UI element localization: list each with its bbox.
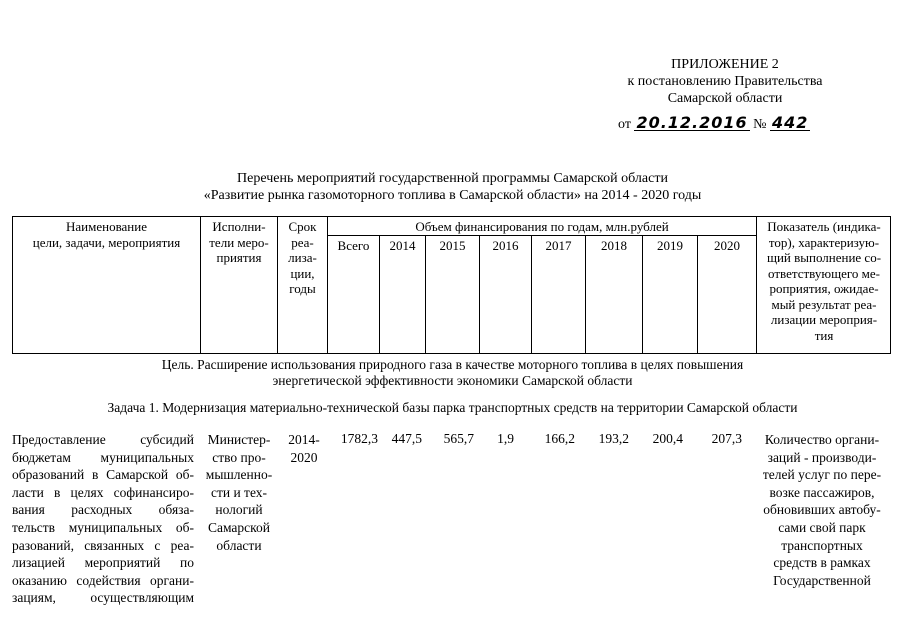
row-executor-line: Самарской <box>207 519 271 535</box>
row-indicator-line: телей услуг по пере- <box>762 467 882 483</box>
header-term <box>278 219 327 297</box>
header-term-line: лиза- <box>288 250 317 265</box>
header-col-2018: 2018 <box>601 238 627 253</box>
document-title <box>0 170 905 204</box>
value-2016: 1,9 <box>497 431 514 446</box>
row-name-line: зациям, осуществляющим <box>12 590 194 606</box>
row-indicator-line: заций - производи- <box>767 449 877 465</box>
row-indicator-line: средств в рамках <box>773 555 871 571</box>
row-term-line: 2020 <box>290 449 318 465</box>
row-executor-line: сти и тех- <box>210 484 268 500</box>
header-term-line: реа- <box>291 234 314 250</box>
number-prefix: № <box>753 117 767 132</box>
row-executor-line: нологий <box>215 502 263 518</box>
value-2018: 193,2 <box>598 431 629 446</box>
row-executor-line: ство про- <box>212 449 266 465</box>
appendix-line-1: к постановлению Правительства <box>627 74 823 89</box>
row-executor-line: Министер- <box>207 432 271 447</box>
appendix-date-number <box>580 115 870 133</box>
task-title: Задача 1. Модернизация материально-технической базы парка транспортных средств на территории Самарской области <box>107 400 798 415</box>
row-indicator-line: Государственной <box>773 572 871 588</box>
header-executor-line: Исполни- <box>212 219 266 234</box>
header-term-line: годы <box>289 281 316 296</box>
row-term-line: 2014- <box>288 432 320 447</box>
value-2015: 565,7 <box>443 431 474 446</box>
header-indicator <box>757 219 891 343</box>
header-col-2017: 2017 <box>545 238 572 253</box>
header-executor-line: тели меро- <box>209 234 269 250</box>
row-name-line: образований в Самарской об- <box>12 467 194 483</box>
header-col-2014: 2014 <box>389 238 416 253</box>
header-indicator-line: щий выполнение со- <box>766 250 882 265</box>
header-indicator-line: Показатель (индика- <box>767 219 881 234</box>
header-indicator-line: тия <box>814 327 834 343</box>
appendix-title: ПРИЛОЖЕНИЕ 2 <box>671 57 779 72</box>
row-name-line: тельств муниципальных об- <box>12 519 194 535</box>
header-term-line: Срок <box>288 219 317 234</box>
row-indicator-line: транспортных <box>781 537 863 553</box>
row-executor <box>201 431 277 554</box>
header-term-line: ции, <box>290 265 315 281</box>
document-title-line-1: Перечень мероприятий государственной программы Самарской области <box>237 171 668 186</box>
row-name-line: ласти в целях софинансиро- <box>12 484 194 500</box>
header-name-line: Наименование <box>66 219 147 234</box>
value-2014: 447,5 <box>391 431 422 446</box>
header-col-2015: 2015 <box>439 238 466 253</box>
header-indicator-line: роприятия, ожидае- <box>769 281 879 296</box>
handwritten-number: 442 <box>772 113 809 132</box>
header-name <box>13 219 200 250</box>
row-executor-line: мышленно- <box>205 467 273 483</box>
row-name-line: Предоставление субсидий <box>12 432 194 447</box>
row-name <box>12 431 194 607</box>
row-indicator <box>755 431 889 589</box>
header-indicator-line: тор), характеризую- <box>768 234 880 250</box>
row-indicator-line: обновивших автобу- <box>763 502 881 518</box>
value-2020: 207,3 <box>711 431 742 446</box>
appendix-block <box>580 56 870 133</box>
header-name-line: цели, задачи, мероприятия <box>32 234 181 250</box>
row-indicator-line: возке пассажиров, <box>769 484 875 500</box>
row-name-line: бюджетам муниципальных <box>12 449 194 465</box>
header-executor-line: приятия <box>216 250 262 265</box>
divider <box>327 235 756 236</box>
row-name-line: оказанию содействия органи- <box>12 572 194 588</box>
header-indicator-line: ответствующего ме- <box>768 265 880 281</box>
goal-text <box>0 357 905 389</box>
header-funding-title: Объем финансирования по годам, млн.рублей <box>415 219 669 234</box>
row-indicator-line: сами свой парк <box>778 519 866 535</box>
date-prefix: от <box>618 117 631 132</box>
value-2019: 200,4 <box>652 431 683 446</box>
header-col-total: Всего <box>337 238 370 253</box>
row-executor-line: области <box>216 537 262 553</box>
value-total: 1782,3 <box>340 431 378 446</box>
goal-line-1: Цель. Расширение использования природного газа в качестве моторного топлива в целях повышения <box>161 357 744 372</box>
handwritten-date: 20.12.2016 <box>636 113 748 132</box>
header-col-2016: 2016 <box>492 238 519 253</box>
header-col-2020: 2020 <box>714 238 740 253</box>
row-name-line: лизацией мероприятий по <box>12 555 194 571</box>
value-2017: 166,2 <box>544 431 575 446</box>
row-indicator-line: Количество органи- <box>764 432 880 447</box>
goal-line-2: энергетической эффективности экономики Самарской области <box>272 373 633 388</box>
table-header <box>12 216 891 354</box>
row-name-line: вания расходных обяза- <box>12 502 194 518</box>
document-title-line-2: «Развитие рынка газомоторного топлива в Самарской области» на 2014 - 2020 годы <box>203 188 702 203</box>
row-name-line: разований, связанных с реа- <box>12 537 194 553</box>
appendix-line-2: Самарской области <box>667 91 783 106</box>
row-term <box>282 431 326 466</box>
header-indicator-line: лизации мероприя- <box>770 312 878 327</box>
header-executor <box>201 219 277 266</box>
header-indicator-line: мый результат реа- <box>771 296 877 312</box>
header-col-2019: 2019 <box>657 238 683 253</box>
